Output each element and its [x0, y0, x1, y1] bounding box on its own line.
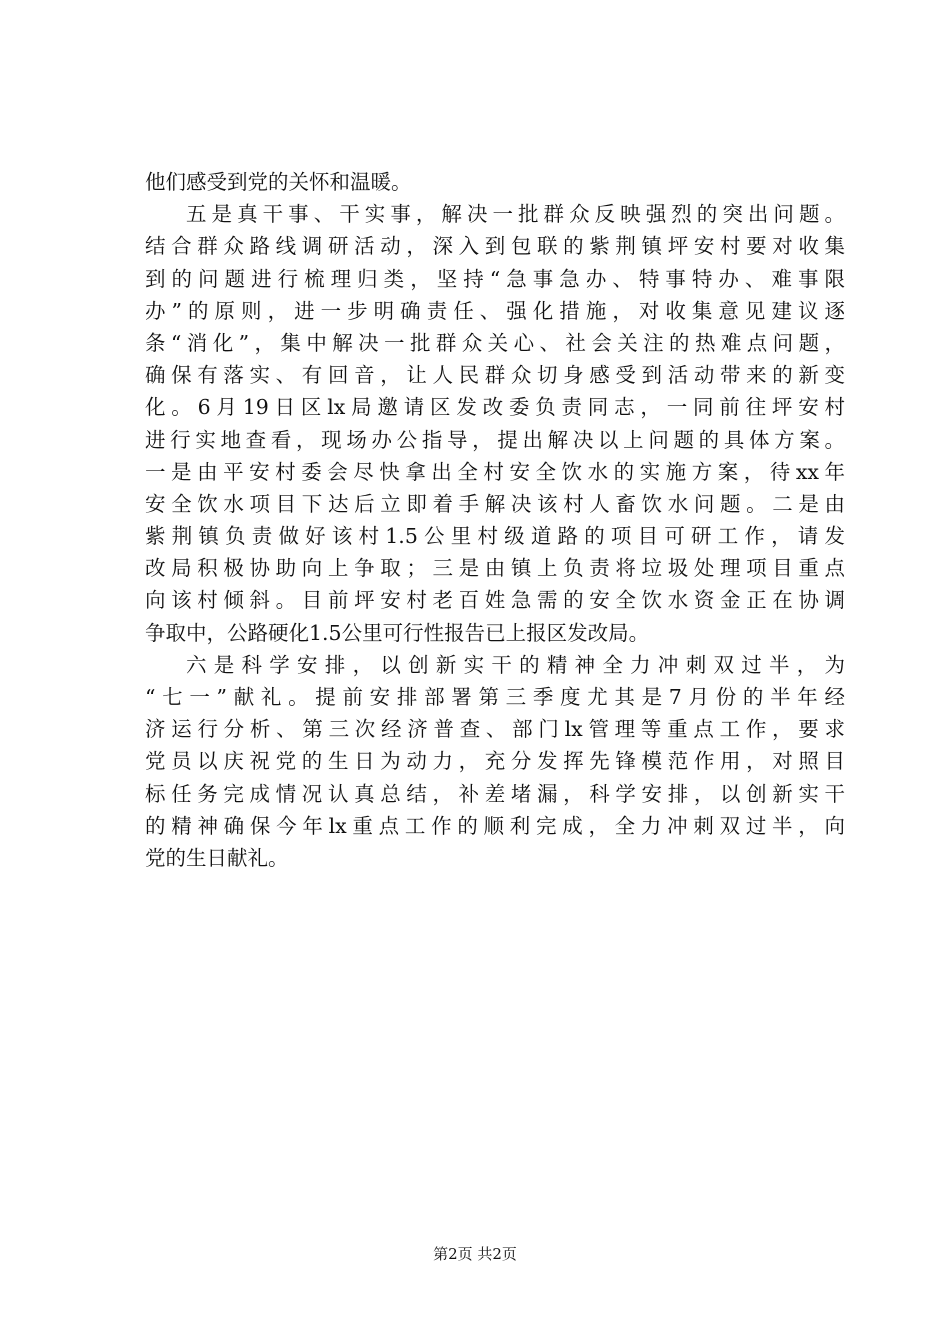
text-line: 他们感受到党的关怀和温暖。 — [145, 170, 412, 194]
page-footer: 第2页 共2页 — [433, 1245, 517, 1263]
text-line: 济运行分析、第三次经济普查、部门lx管理等重点工作，要求 — [145, 717, 845, 742]
text-line: 五是真干事、干实事，解决一批群众反映强烈的突出问题。 — [186, 202, 845, 227]
text-line: 一是由平安村委会尽快拿出全村安全饮水的实施方案，待xx年 — [145, 459, 845, 484]
text-line: 进行实地查看，现场办公指导，提出解决以上问题的具体方案。 — [145, 427, 845, 452]
text-line: 结合群众路线调研活动，深入到包联的紫荆镇坪安村要对收集 — [145, 234, 845, 259]
text-line: 向该村倾斜。目前坪安村老百姓急需的安全饮水资金正在协调 — [145, 588, 845, 613]
text-line: 条“消化”，集中解决一批群众关心、社会关注的热难点问题， — [145, 330, 845, 355]
text-line: 确保有落实、有回音，让人民群众切身感受到活动带来的新变 — [145, 363, 845, 388]
text-line: 六是科学安排，以创新实干的精神全力冲刺双过半，为 — [186, 652, 845, 677]
text-line: 的精神确保今年lx重点工作的顺利完成，全力冲刺双过半，向 — [145, 813, 845, 838]
text-line: 争取中，公路硬化1.5公里可行性报告已上报区发改局。 — [145, 620, 650, 645]
text-line: 党的生日献礼。 — [145, 845, 289, 870]
text-line: “七一”献礼。提前安排部署第三季度尤其是7月份的半年经 — [145, 685, 845, 709]
text-line: 化。6月19日区lx局邀请区发改委负责同志，一同前往坪安村 — [145, 395, 845, 420]
document-body — [145, 166, 845, 874]
text-line: 安全饮水项目下达后立即着手解决该村人畜饮水问题。二是由 — [145, 491, 845, 516]
text-line: 标任务完成情况认真总结，补差堵漏，科学安排，以创新实干 — [145, 781, 845, 806]
text-line: 改局积极协助向上争取；三是由镇上负责将垃圾处理项目重点 — [145, 556, 845, 581]
text-line: 党员以庆祝党的生日为动力，充分发挥先锋模范作用，对照目 — [145, 749, 845, 774]
text-line: 紫荆镇负责做好该村1.5公里村级道路的项目可研工作，请发 — [145, 524, 845, 549]
text-line: 办”的原则，进一步明确责任、强化措施，对收集意见建议逐 — [145, 298, 845, 323]
text-line: 到的问题进行梳理归类，坚持“急事急办、特事特办、难事限 — [145, 266, 845, 291]
